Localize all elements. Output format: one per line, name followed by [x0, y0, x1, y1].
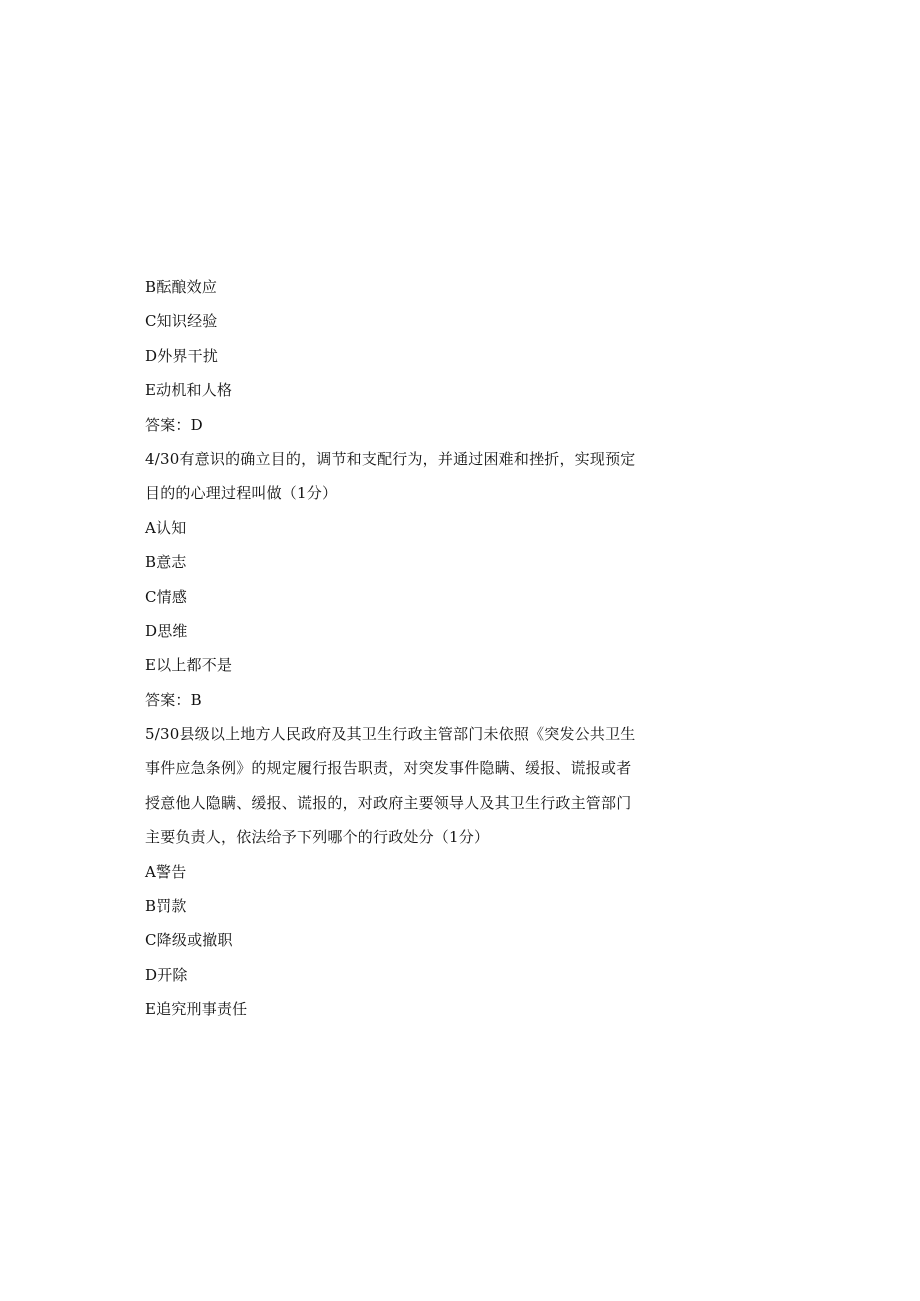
q5-option-b: B罚款: [145, 897, 187, 916]
q4-option-b: B意志: [145, 553, 187, 572]
q5-option-c: C降级或撤职: [145, 931, 233, 950]
question-4-stem-line-2: 目的的心理过程叫做（1分）: [145, 484, 338, 503]
q5-option-e: E追究刑事责任: [145, 1000, 248, 1019]
answer-q3: 答案：D: [145, 415, 203, 434]
option-e: E动机和人格: [145, 381, 233, 400]
question-5-stem-line-2: 事件应急条例》的规定履行报告职责，对突发事件隐瞒、缓报、谎报或者: [145, 759, 632, 778]
q4-option-c: C情感: [145, 587, 188, 606]
question-5-stem-line-1: 5/30县级以上地方人民政府及其卫生行政主管部门未依照《突发公共卫生: [145, 725, 636, 744]
q5-option-a: A警告: [145, 862, 187, 881]
answer-q4: 答案：B: [145, 690, 202, 709]
option-d: D外界干扰: [145, 346, 219, 365]
q4-option-e: E以上都不是: [145, 656, 233, 675]
q4-option-a: A认知: [145, 518, 187, 537]
option-b: B酝酿效应: [145, 278, 218, 296]
question-4-stem-line-1: 4/30有意识的确立目的，调节和支配行为，并通过困难和挫折，实现预定: [145, 449, 636, 468]
question-5-stem-line-3: 授意他人隐瞒、缓报、谎报的，对政府主要领导人及其卫生行政主管部门: [145, 793, 632, 812]
option-c: C知识经验: [145, 312, 218, 331]
q5-option-d: D开除: [145, 965, 188, 984]
question-5-stem-line-4: 主要负责人，依法给予下列哪个的行政处分（1分）: [145, 828, 490, 847]
q4-option-d: D思维: [145, 621, 188, 640]
exam-content: [145, 270, 705, 1027]
